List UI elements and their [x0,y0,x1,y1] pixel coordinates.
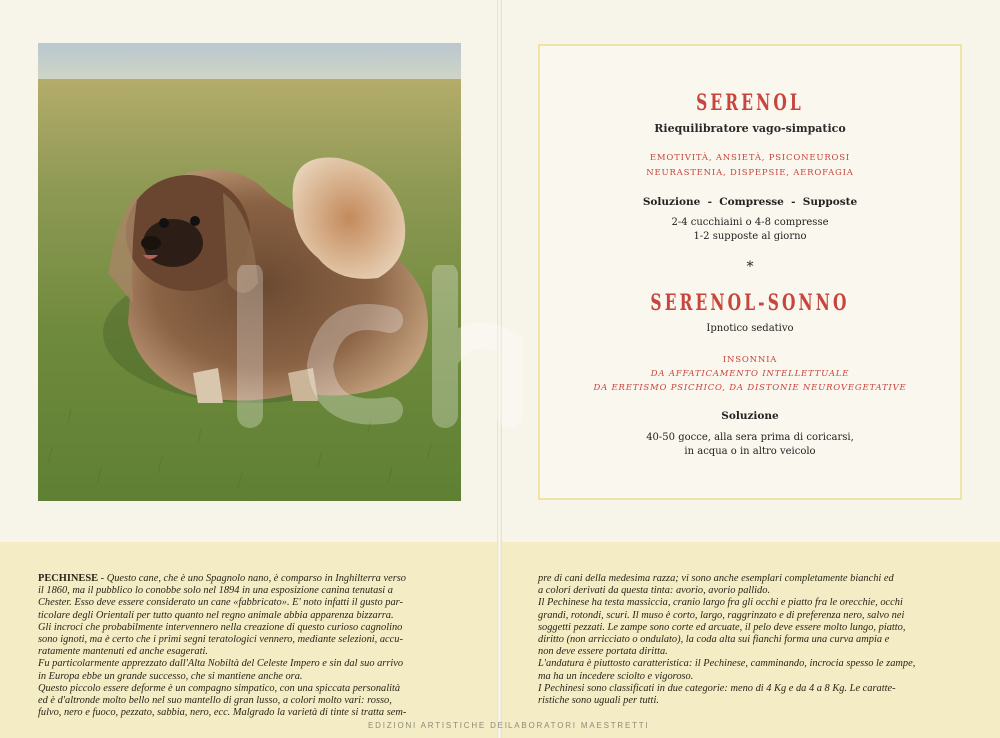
text-line: in Europa ebbe un grande successo, che si mantiene anche ora. [38,670,303,682]
dosage-line: 2-4 cucchiaini o 4-8 compresse [671,217,829,228]
product-name-serenol: SERENOL [696,90,804,116]
indication-line: DA AFFATICAMENTO INTELLETTUALE [650,369,850,379]
text-line: Gli incroci che probabilmente intervennero nella creazione di questo curioso cagnolino [38,621,403,633]
text-line: Chester. Esso deve essere considerato un cane «fabbricato». E' noto infatti il gusto par- [38,597,403,609]
product-name-serenol-sonno: SERENOL-SONNO [650,290,850,316]
text-line: PECHINESE - Questo cane, che è uno Spagnolo nano, è comparso in Inghilterra verso [38,573,406,584]
text-line: a colori derivati da questa tinta: avorio, avorio pallido. [538,585,771,597]
text-line: I Pechinesi sono classificati in due categorie: meno di 4 Kg e da 4 a 8 Kg. Le caratte- [538,682,896,694]
indication-line: DA ERETISMO PSICHICO, DA DISTONIE NEUROVEGETATIVE [593,383,907,393]
text-line: L'andatura è piuttosto caratteristica: il Pechinese, camminando, incrocia spesso le zampe, [538,658,916,670]
text-line: ratamente mantenuti ed anche esagerati. [38,646,208,658]
text-line: sono ignoti, ma è certo che i primi segni teratologici vennero, mediante selezioni, accu- [38,634,403,646]
dosage-line: in acqua o in altro veicolo [684,446,816,457]
text-line: ristiche sono uguali per tutti. [538,695,659,707]
indication-title: INSONNIA [722,355,778,365]
description-left [38,573,460,719]
separator-star: * [746,259,754,275]
text-line: pre di cani della medesima razza; vi sono anche esemplari completamente bianchi ed [538,573,894,584]
text-line: soggetti pezzati. Le zampe sono corte ed arcuate, il pelo deve essere molto lungo, piatto, [538,621,906,633]
dosage-line: 1-2 supposte al giorno [693,231,807,242]
breed-heading: PECHINESE [38,573,99,584]
text-line: ed è d'altronde molto bello nel suo mantello di gran lusso, a colori molto vari: rosso, [38,695,392,707]
text-line: Questo piccolo essere deforme è un compagno simpatico, con una spiccata personalità [38,682,401,694]
dosage-line: 40-50 gocce, alla sera prima di coricarsi, [646,432,854,443]
footer-left: EDIZIONI ARTISTICHE DEI [368,721,509,730]
dosage-forms: Soluzione [721,410,779,422]
dosage-forms: Soluzione - Compresse - Supposte [642,196,858,208]
indication-line: EMOTIVITÀ, ANSIETÀ, PSICONEUROSI [649,153,851,163]
text-line: non deve essere portata diritta. [538,646,668,658]
product-subtitle: Riequilibratore vago-simpatico [654,122,846,135]
description-right [538,573,962,707]
text-line: grandi, rotondi, scuri. Il muso è corto, largo, raggrinzato e di preferenza nero, salvo nei [538,609,905,621]
indication-line: NEURASTENIA, DISPEPSIE, AEROFAGIA [646,168,854,178]
text-line: il 1860, ma il pubblico lo conobbe solo nel 1894 in una esposizione canina tenutasi a [38,585,393,597]
text-line: diritto (non arricciato o ondulato), la coda alta sui fianchi forma una curva ampia e [538,634,890,646]
product-panel [538,44,962,500]
text-line: fulvo, nero e fuoco, pezzato, sabbia, nero, ecc. Malgrado la varietà di tinte si tratta sem- [38,707,407,719]
text-line: ticolare degli Orientali per tutto quanto nel regno animale abbia apparenza bizzarra. [38,609,394,621]
footer-right: LABORATORI MAESTRETTI [508,721,650,730]
text-line: Fu particolarmente apprezzato dall'Alta Nobiltà del Celeste Impero e sin dal suo arrivo [38,658,404,670]
text-line: ma ha un incedere sciolto e vigoroso. [538,670,694,682]
text-line: Il Pechinese ha testa massiccia, cranio largo fra gli occhi e piatto fra le orecchie, occhi [538,597,903,609]
product-subtitle: Ipnotico sedativo [706,323,794,334]
